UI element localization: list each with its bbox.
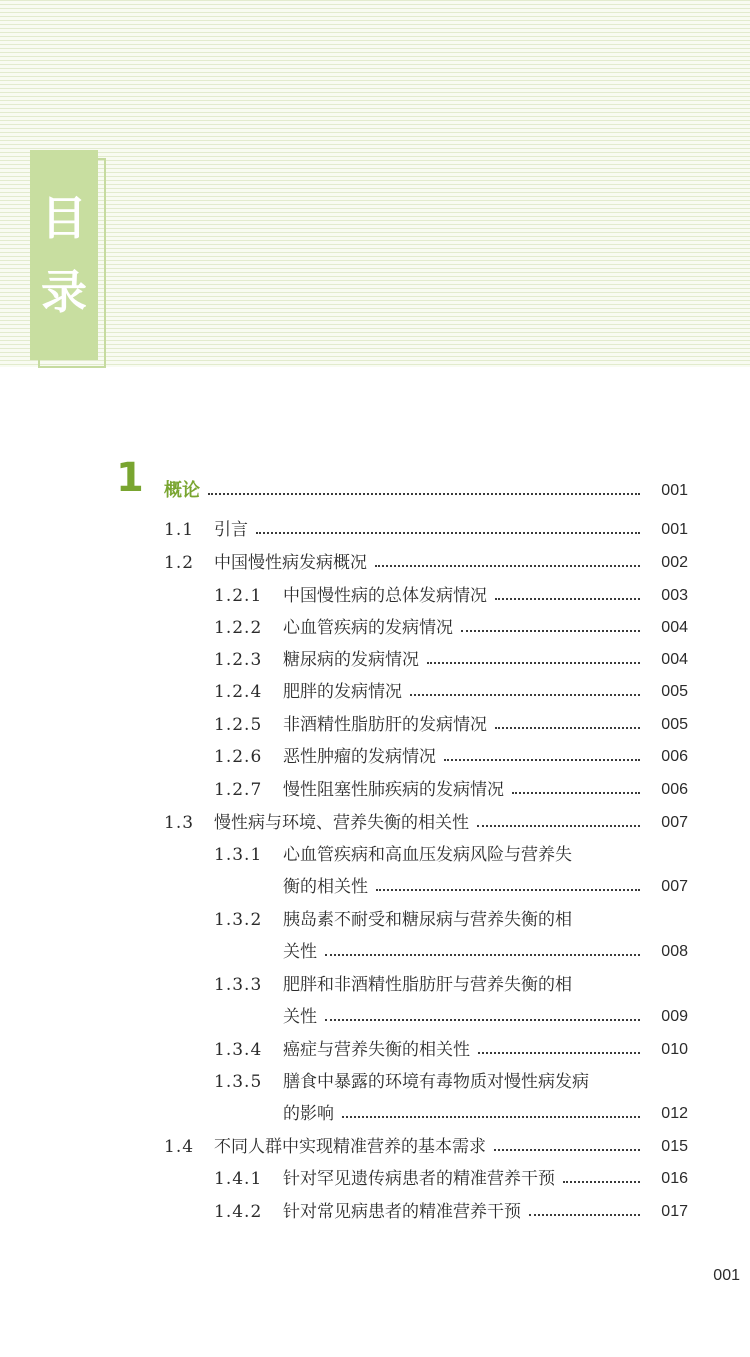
section-title: 不同人群中实现精准营养的基本需求: [214, 1137, 486, 1157]
section-title: 膳食中暴露的环境有毒物质对慢性病发病: [283, 1072, 589, 1092]
section-title: 非酒精性脂肪肝的发病情况: [283, 715, 487, 735]
toc-entry-continuation[interactable]: [0, 872, 750, 902]
page-ref: 005: [661, 716, 688, 733]
title-char-2: 录: [41, 265, 87, 319]
toc-entry-continuation[interactable]: [0, 937, 750, 967]
page-ref: 004: [661, 619, 688, 636]
section-number: 1.3.4: [214, 1040, 263, 1060]
leader-dots: [444, 759, 640, 761]
leader-dots: [427, 662, 640, 664]
section-title: 心血管疾病和高血压发病风险与营养失: [283, 845, 572, 865]
section-number: 1.3: [164, 813, 195, 833]
section-title: 针对常见病患者的精准营养干预: [283, 1202, 521, 1222]
page-ref: 007: [661, 814, 688, 831]
chapter-title: 概论: [164, 480, 200, 501]
leader-dots: [342, 1116, 640, 1118]
chapter-number: 1: [116, 455, 144, 501]
page-ref: 003: [661, 587, 688, 604]
page-ref: 017: [661, 1203, 688, 1220]
toc-entry[interactable]: [0, 1164, 750, 1194]
section-title: 癌症与营养失衡的相关性: [283, 1040, 470, 1060]
toc-entry[interactable]: [0, 613, 750, 643]
toc-entry[interactable]: [0, 677, 750, 707]
toc-entry-continuation[interactable]: [0, 1099, 750, 1129]
section-title-continued: 的影响: [283, 1104, 334, 1124]
page-ref: 007: [661, 878, 688, 895]
section-number: 1.3.1: [214, 845, 263, 865]
toc-entry[interactable]: [0, 1035, 750, 1065]
leader-dots: [563, 1181, 640, 1183]
leader-dots: [256, 532, 640, 534]
leader-dots: [477, 825, 640, 827]
section-title: 糖尿病的发病情况: [283, 650, 419, 670]
page-ref: 002: [661, 554, 688, 571]
leader-dots: [512, 792, 640, 794]
leader-dots: [208, 493, 640, 495]
toc-entry-chapter-1[interactable]: [0, 476, 750, 506]
section-title: 中国慢性病的总体发病情况: [283, 586, 487, 606]
toc-entry[interactable]: [0, 970, 750, 1000]
page-ref: 008: [661, 943, 688, 960]
leader-dots: [375, 565, 640, 567]
page-ref: 001: [661, 521, 688, 538]
toc-entry[interactable]: [0, 742, 750, 772]
section-title: 心血管疾病的发病情况: [283, 618, 453, 638]
toc-entry[interactable]: [0, 905, 750, 935]
section-number: 1.4: [164, 1137, 195, 1157]
page-ref: 012: [661, 1105, 688, 1122]
toc-entry[interactable]: [0, 1197, 750, 1227]
page-ref: 006: [661, 781, 688, 798]
toc-entry[interactable]: [0, 1132, 750, 1162]
section-title: 引言: [214, 520, 248, 540]
toc-entry[interactable]: [0, 645, 750, 675]
toc-entry[interactable]: [0, 808, 750, 838]
section-number: 1.1: [164, 520, 195, 540]
toc-entry[interactable]: [0, 840, 750, 870]
toc-entry[interactable]: [0, 775, 750, 805]
leader-dots: [410, 694, 640, 696]
toc-entry[interactable]: [0, 1067, 750, 1097]
toc-entry[interactable]: [0, 581, 750, 611]
section-title: 中国慢性病发病概况: [214, 553, 367, 573]
section-title-continued: 衡的相关性: [283, 877, 368, 897]
page-number: 001: [713, 1267, 740, 1284]
page-ref: 001: [661, 482, 688, 499]
page-ref: 005: [661, 683, 688, 700]
leader-dots: [478, 1052, 640, 1054]
toc-entry[interactable]: [0, 710, 750, 740]
section-number: 1.2.5: [214, 715, 263, 735]
section-number: 1.3.2: [214, 910, 263, 930]
section-number: 1.3.3: [214, 975, 263, 995]
leader-dots: [495, 727, 640, 729]
page-ref: 010: [661, 1041, 688, 1058]
page-ref: 004: [661, 651, 688, 668]
section-number: 1.3.5: [214, 1072, 263, 1092]
title-char-1: 目: [41, 191, 87, 245]
section-number: 1.2.2: [214, 618, 263, 638]
section-title-continued: 关性: [283, 942, 317, 962]
leader-dots: [376, 889, 640, 891]
section-title: 慢性阻塞性肺疾病的发病情况: [283, 780, 504, 800]
section-number: 1.4.1: [214, 1169, 263, 1189]
leader-dots: [325, 954, 640, 956]
section-title-continued: 关性: [283, 1007, 317, 1027]
leader-dots: [461, 630, 640, 632]
section-title: 慢性病与环境、营养失衡的相关性: [214, 813, 469, 833]
leader-dots: [529, 1214, 640, 1216]
section-number: 1.2.3: [214, 650, 263, 670]
section-title: 胰岛素不耐受和糖尿病与营养失衡的相: [283, 910, 572, 930]
page-ref: 009: [661, 1008, 688, 1025]
section-number: 1.2.7: [214, 780, 263, 800]
toc-entry-continuation[interactable]: [0, 1002, 750, 1032]
section-title: 肥胖和非酒精性脂肪肝与营养失衡的相: [283, 975, 572, 995]
section-number: 1.2.4: [214, 682, 263, 702]
page-ref: 015: [661, 1138, 688, 1155]
leader-dots: [495, 598, 640, 600]
page-ref: 006: [661, 748, 688, 765]
section-number: 1.4.2: [214, 1202, 263, 1222]
page-ref: 016: [661, 1170, 688, 1187]
toc-entry[interactable]: [0, 515, 750, 545]
section-title: 针对罕见遗传病患者的精准营养干预: [283, 1169, 555, 1189]
section-number: 1.2.1: [214, 586, 263, 606]
section-number: 1.2: [164, 553, 195, 573]
section-number: 1.2.6: [214, 747, 263, 767]
section-title: 肥胖的发病情况: [283, 682, 402, 702]
leader-dots: [325, 1019, 640, 1021]
leader-dots: [494, 1149, 640, 1151]
section-title: 恶性肿瘤的发病情况: [283, 747, 436, 767]
toc-entry[interactable]: [0, 548, 750, 578]
